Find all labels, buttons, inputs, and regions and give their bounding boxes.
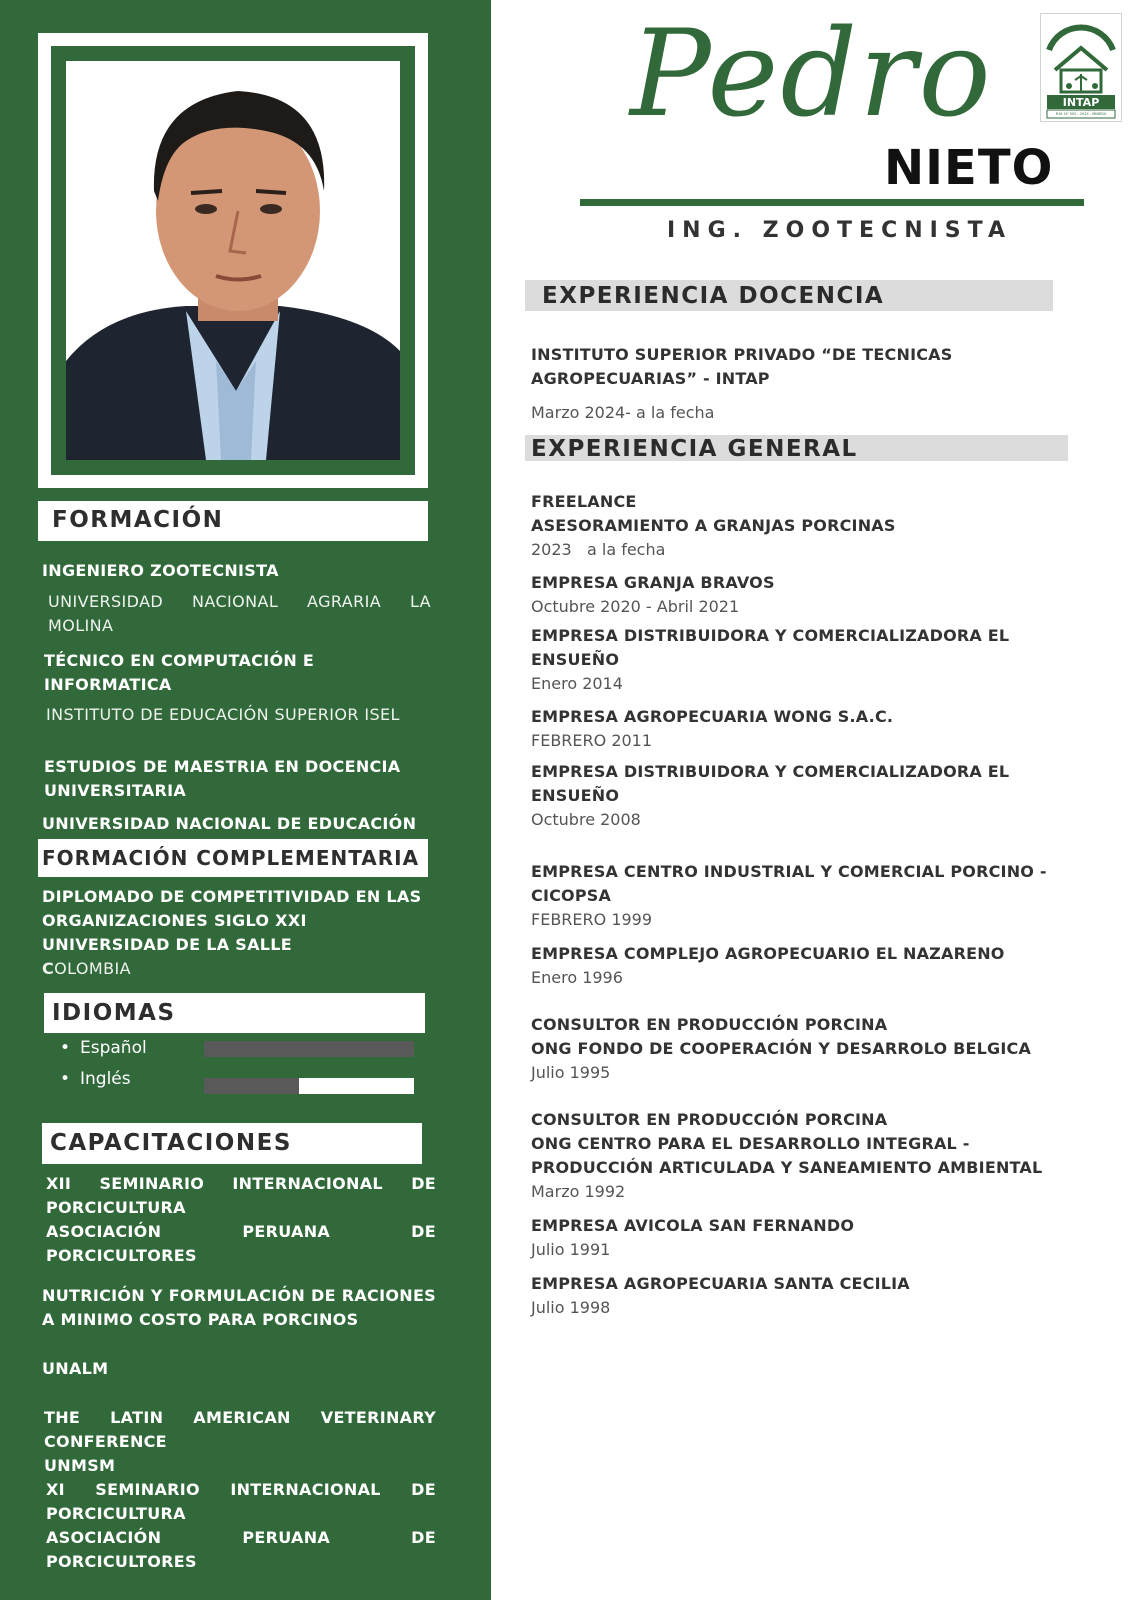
language-bar-spanish — [204, 1041, 414, 1057]
complementaria-line-1: DIPLOMADO DE COMPETITIVIDAD EN LAS — [42, 887, 422, 906]
general-item-10-date: Julio 1991 — [531, 1240, 611, 1259]
language-bar-english — [204, 1078, 414, 1094]
formacion-item-1-title: INGENIERO ZOOTECNISTA — [42, 561, 279, 580]
language-english — [60, 1069, 131, 1089]
general-item-9-title: CONSULTOR EN PRODUCCIÓN PORCINA ONG CENTRO PARA EL DESARROLLO INTEGRAL - PRODUCCIÓN ARTICULADA Y SANEAMIENTO AMBIENTAL — [531, 1110, 1043, 1177]
general-item-8-date: Julio 1995 — [531, 1063, 611, 1082]
general-item-7-date: Enero 1996 — [531, 968, 623, 987]
capacitaciones-heading: CAPACITACIONES — [42, 1123, 422, 1164]
general-item-2-date: Octubre 2020 - Abril 2021 — [531, 597, 740, 616]
capacitacion-3-title: THE LATIN AMERICAN VETERINARY CONFERENCE — [44, 1408, 436, 1451]
general-item-6-date: FEBRERO 1999 — [531, 910, 653, 929]
bullet-icon: • — [60, 1069, 71, 1089]
complementaria-line-2: ORGANIZACIONES SIGLO XXI — [42, 911, 307, 930]
logo-text: INTAP — [1062, 96, 1100, 109]
portrait-image — [66, 61, 400, 460]
language-bar-fill — [204, 1041, 414, 1057]
language-bar-fill — [204, 1078, 299, 1094]
complementaria-line-3: UNIVERSIDAD DE LA SALLE — [42, 935, 293, 954]
docencia-heading: EXPERIENCIA DOCENCIA — [525, 280, 1053, 311]
general-item-11-date: Julio 1998 — [531, 1298, 611, 1317]
general-item-3-title: EMPRESA DISTRIBUIDORA Y COMERCIALIZADORA EL ENSUEÑO — [531, 626, 1010, 669]
capacitacion-4-org: ASOCIACIÓN PERUANA DE PORCICULTORES — [46, 1528, 436, 1571]
general-item-8-title: CONSULTOR EN PRODUCCIÓN PORCINA ONG FONDO DE COOPERACIÓN Y DESARROLO BELGICA — [531, 1015, 1032, 1058]
general-item-1-title: FREELANCE ASESORAMIENTO A GRANJAS PORCINAS — [531, 492, 896, 535]
general-item-10-title: EMPRESA AVICOLA SAN FERNANDO — [531, 1216, 855, 1235]
general-item-7-title: EMPRESA COMPLEJO AGROPECUARIO EL NAZARENO — [531, 944, 1005, 963]
general-item-2-title: EMPRESA GRANJA BRAVOS — [531, 573, 775, 592]
general-item-11-title: EMPRESA AGROPECUARIA SANTA CECILIA — [531, 1274, 910, 1293]
logo-caption: R.M. N° 592 - 2024 - MINEDU — [1055, 112, 1107, 116]
capacitacion-1-title: XII SEMINARIO INTERNACIONAL DE PORCICULTURA — [46, 1174, 436, 1217]
capacitacion-2-org: UNALM — [42, 1359, 109, 1378]
first-name: Pedro — [630, 5, 993, 144]
intap-logo — [1040, 13, 1122, 122]
complementaria-line-4 — [42, 957, 462, 981]
language-label: Español — [80, 1038, 147, 1058]
capacitacion-2-title: NUTRICIÓN Y FORMULACIÓN DE RACIONES A MINIMO COSTO PARA PORCINOS — [42, 1286, 436, 1329]
formacion-heading: FORMACIÓN — [38, 501, 428, 541]
capacitacion-4-title: XI SEMINARIO INTERNACIONAL DE PORCICULTURA — [46, 1480, 436, 1523]
language-spanish — [60, 1038, 147, 1058]
idiomas-heading: IDIOMAS — [44, 993, 425, 1033]
general-item-1-date: 2023 a la fecha — [531, 540, 666, 559]
bullet-icon: • — [60, 1038, 71, 1058]
language-label: Inglés — [80, 1069, 131, 1089]
formacion-item-1-place: UNIVERSIDAD NACIONAL AGRARIA LA MOLINA — [48, 592, 431, 635]
complementaria-line-4-rest: OLOMBIA — [54, 959, 131, 978]
capacitacion-3-org: UNMSM — [44, 1456, 116, 1475]
docencia-item-date: Marzo 2024- a la fecha — [531, 403, 715, 422]
formacion-item-3-title: ESTUDIOS DE MAESTRIA EN DOCENCIA UNIVERSITARIA — [44, 757, 401, 800]
formacion-item-2-title: TÉCNICO EN COMPUTACIÓN E INFORMATICA — [44, 651, 315, 694]
last-name: NIETO — [884, 140, 1054, 196]
complementaria-line-4-cap: C — [42, 959, 55, 978]
complementaria-heading: FORMACIÓN COMPLEMENTARIA — [38, 839, 428, 877]
general-item-3-date: Enero 2014 — [531, 674, 623, 693]
general-item-6-title: EMPRESA CENTRO INDUSTRIAL Y COMERCIAL PORCINO - CICOPSA — [531, 862, 1047, 905]
general-item-4-title: EMPRESA AGROPECUARIA WONG S.A.C. — [531, 707, 894, 726]
general-item-4-date: FEBRERO 2011 — [531, 731, 653, 750]
capacitacion-1-org: ASOCIACIÓN PERUANA DE PORCICULTORES — [46, 1222, 436, 1265]
formacion-item-2-place: INSTITUTO DE EDUCACIÓN SUPERIOR ISEL — [46, 705, 400, 724]
photo-frame — [38, 33, 428, 488]
general-item-9-date: Marzo 1992 — [531, 1182, 626, 1201]
profile-photo — [66, 61, 400, 460]
docencia-item-title: INSTITUTO SUPERIOR PRIVADO “DE TECNICAS AGROPECUARIAS” - INTAP — [531, 345, 953, 388]
header-divider — [580, 199, 1084, 206]
sidebar — [0, 0, 491, 1600]
profession-title: ING. ZOOTECNISTA — [667, 218, 1012, 243]
formacion-item-3-place: UNIVERSIDAD NACIONAL DE EDUCACIÓN — [42, 814, 417, 833]
general-item-5-date: Octubre 2008 — [531, 810, 641, 829]
general-item-5-title: EMPRESA DISTRIBUIDORA Y COMERCIALIZADORA EL ENSUEÑO — [531, 762, 1010, 805]
general-heading: EXPERIENCIA GENERAL — [525, 435, 1068, 461]
